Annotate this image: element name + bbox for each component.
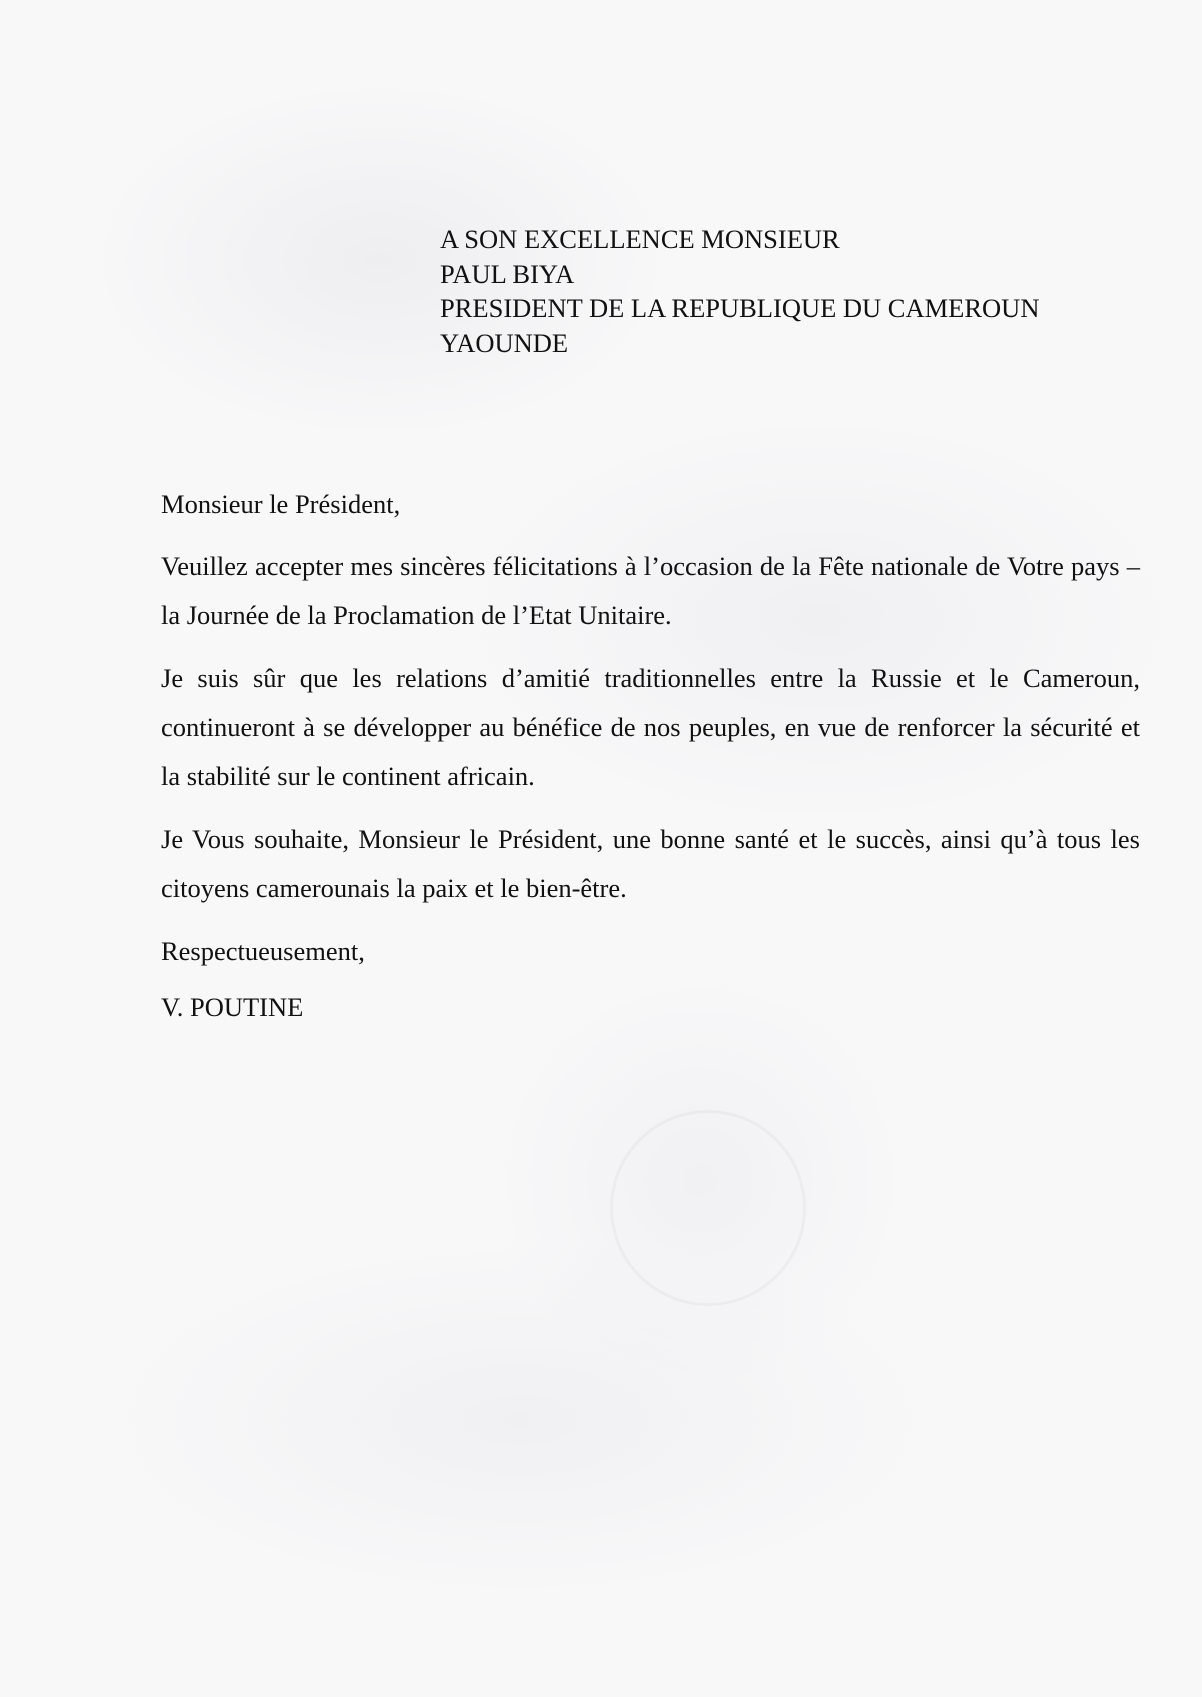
letter-body	[161, 480, 1140, 1032]
paragraph-wishes: Je Vous souhaite, Monsieur le Président, une bonne santé et le succès, ainsi qu’à tous les citoyens camerounais la paix et le bien-être.	[161, 824, 1140, 903]
salutation: Monsieur le Président,	[161, 489, 401, 519]
recipient-address-block	[440, 222, 1039, 360]
recipient-line-title: A SON EXCELLENCE MONSIEUR	[440, 224, 840, 254]
recipient-line-city: YAOUNDE	[440, 327, 569, 358]
recipient-line-name: PAUL BIYA	[440, 258, 575, 289]
recipient-line-position: PRESIDENT DE LA REPUBLIQUE DU CAMEROUN	[440, 293, 1040, 323]
signature: V. POUTINE	[161, 992, 304, 1022]
paragraph-relations: Je suis sûr que les relations d’amitié traditionnelles entre la Russie et le Cameroun, continueront à se développer au bénéfice de nos peuples, en vue de renforcer la sécurité et la stabilité sur le continent africain.	[161, 663, 1140, 791]
bleed-through-stamp	[610, 1110, 806, 1306]
paragraph-congratulations: Veuillez accepter mes sincères félicitations à l’occasion de la Fête nationale de Votre pays – la Journée de la Proclamation de l’Etat Unitaire.	[161, 551, 1140, 630]
closing: Respectueusement,	[161, 936, 365, 966]
